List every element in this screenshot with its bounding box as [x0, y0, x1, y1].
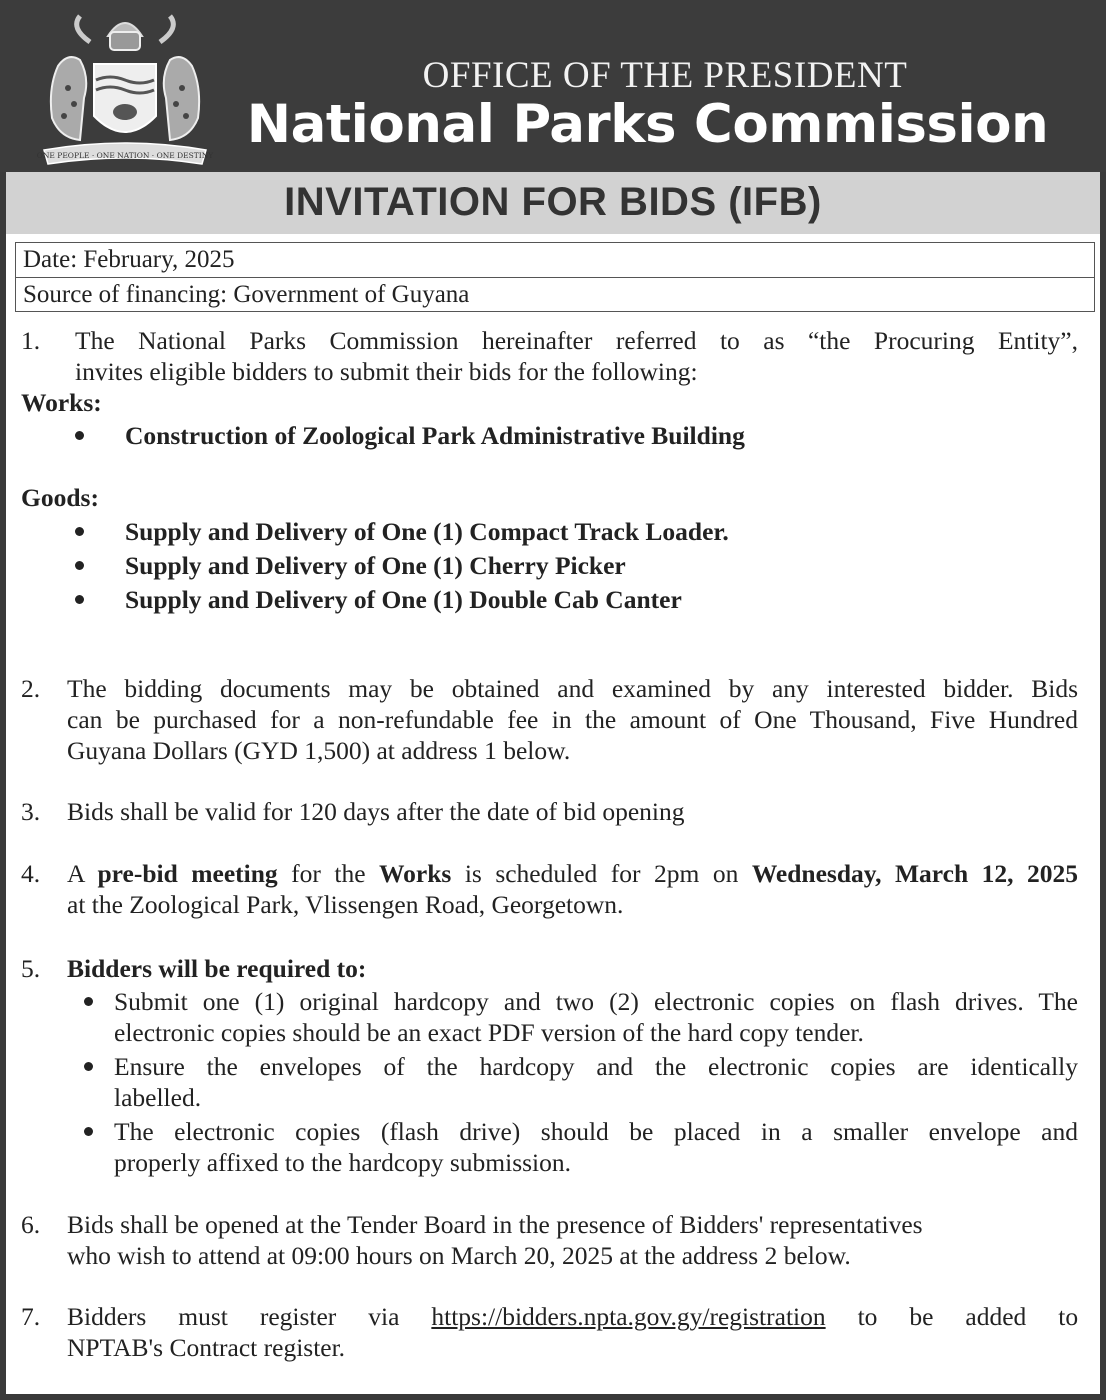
item4-line2: at the Zoological Park, Vlissengen Road, Georgetown.: [67, 890, 624, 919]
bullet-icon: [75, 595, 84, 604]
info-box: [15, 242, 1095, 312]
item-number: 4.: [21, 859, 41, 888]
bullet-icon: [75, 527, 84, 536]
item5-b3-line2: properly affixed to the hardcopy submission.: [114, 1148, 572, 1177]
bullet-icon: [75, 561, 84, 570]
item-number: 5.: [21, 954, 41, 983]
item5-b1-line1: Submit one (1) original hardcopy and two (2) electronic copies on flash drives. The: [114, 987, 1078, 1016]
item4-line1: A pre-bid meeting for the Works is scheduled for 2pm on Wednesday, March 12, 2025: [67, 859, 1078, 888]
item5-b1-line2: electronic copies should be an exact PDF version of the hard copy tender.: [114, 1018, 864, 1047]
goods-heading: Goods:: [21, 483, 99, 512]
svg-text:ONE PEOPLE · ONE NATION · ONE: ONE PEOPLE · ONE NATION · ONE DESTINY: [36, 151, 214, 160]
item-number: 1.: [21, 326, 41, 355]
item7-line2: NPTAB's Contract register.: [67, 1333, 346, 1362]
goods-item: Supply and Delivery of One (1) Cherry Picker: [125, 551, 626, 580]
item7-line1: Bidders must register via https://bidders.npta.gov.gy/registration to be added to: [67, 1302, 1079, 1331]
title-banner: [6, 172, 1100, 234]
bullet-icon: [84, 997, 93, 1006]
works-item: Construction of Zoological Park Administrative Building: [125, 421, 745, 450]
registration-link[interactable]: https://bidders.npta.gov.gy/registration: [431, 1302, 826, 1331]
item-number: 6.: [21, 1210, 41, 1239]
works-heading: Works:: [21, 388, 102, 417]
item5-b2-line1: Ensure the envelopes of the hardcopy and the electronic copies are identically: [114, 1052, 1078, 1081]
item3-line1: Bids shall be valid for 120 days after the date of bid opening: [67, 797, 685, 826]
commission-title: National Parks Commission: [246, 94, 1049, 155]
item2-line1: The bidding documents may be obtained and examined by any interested bidder. Bids: [67, 674, 1078, 703]
item6-line2: who wish to attend at 09:00 hours on March 20, 2025 at the address 2 below.: [67, 1241, 851, 1270]
goods-item: Supply and Delivery of One (1) Double Cab Canter: [125, 585, 682, 614]
goods-item: Supply and Delivery of One (1) Compact Track Loader.: [125, 517, 729, 546]
item1-line2: invites eligible bidders to submit their bids for the following:: [75, 357, 698, 386]
item-number: 2.: [21, 674, 41, 703]
item2-line2: can be purchased for a non-refundable fee in the amount of One Thousand, Five Hundred: [67, 705, 1078, 734]
item1-line1: The National Parks Commission hereinafter referred to as “the Procuring Entity”,: [75, 326, 1078, 355]
financing-row: Source of financing: Government of Guyana: [16, 277, 1094, 311]
date-row: Date: February, 2025: [23, 246, 235, 273]
bullet-icon: [75, 431, 84, 440]
coat-of-arms-icon: [30, 8, 220, 168]
item5-b2-line2: labelled.: [114, 1083, 202, 1112]
item6-line1: Bids shall be opened at the Tender Board in the presence of Bidders' representatives: [67, 1210, 923, 1239]
item5-b3-line1: The electronic copies (flash drive) should be placed in a smaller envelope and: [114, 1117, 1078, 1146]
item-number: 7.: [21, 1302, 41, 1331]
bullet-icon: [84, 1127, 93, 1136]
page-title: INVITATION FOR BIDS (IFB): [284, 180, 822, 224]
bullet-icon: [84, 1062, 93, 1071]
notice-sheet: [6, 172, 1100, 1394]
header: [0, 0, 1106, 172]
item2-line3: Guyana Dollars (GYD 1,500) at address 1 below.: [67, 736, 571, 765]
office-title: OFFICE OF THE PRESIDENT: [422, 55, 908, 96]
item-number: 3.: [21, 797, 41, 826]
item5-heading: Bidders will be required to:: [67, 954, 367, 983]
